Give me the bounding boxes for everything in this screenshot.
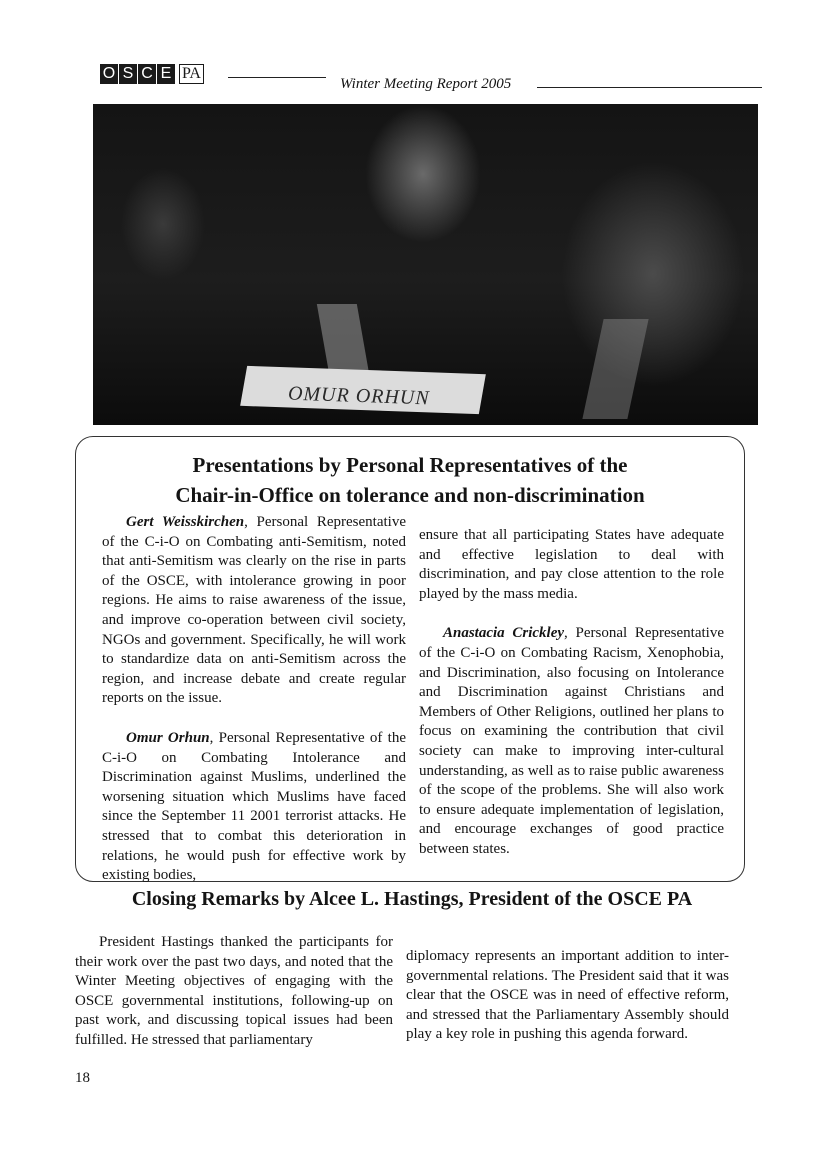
photo-figure-left [317, 304, 369, 374]
header-rule-right [537, 87, 762, 88]
logo-letter: S [119, 64, 137, 84]
logo-letter: C [138, 64, 156, 84]
closing-column-right [406, 947, 729, 1045]
logo-letter: E [157, 64, 175, 84]
header-rule-left [228, 77, 326, 78]
photo-figure-right [582, 319, 648, 419]
paragraph-text: , Personal Representative of the C-i-O on Combating Intolerance and Discrimination against Muslims, underlined the worsening situation which Muslims have faced since the September 11 2001 terrorist attacks. He stressed that to combat this deterioration in relations, he would push for effective work by existing bodies, [102, 729, 406, 884]
speaker-name: Omur Orhun [126, 729, 210, 746]
logo-pa: PA [179, 64, 204, 84]
nameplate-text: OMUR ORHUN [287, 382, 431, 410]
osce-pa-logo [100, 62, 204, 86]
closing-text-right: diplomacy represents an important addition to inter-governmental relations. The President said that it was clear that the OSCE was in need of effective reform, and stressed that the Parliamentary Assembly should play a key role in pushing this agenda forward. [406, 948, 729, 1043]
speaker-name: Anastacia Crickley [443, 625, 565, 642]
paragraph-orhun-continued: ensure that all participating States have adequate and effective legislation to deal with discrimination, and pay close attention to the role played by the mass media. [419, 527, 724, 602]
meeting-photo [93, 104, 758, 425]
logo-letter: O [100, 64, 118, 84]
closing-title: Closing Remarks by Alcee L. Hastings, President of the OSCE PA [131, 888, 693, 910]
paragraph-text: , Personal Representative of the C-i-O on Combating Racism, Xenophobia, and Discrimination, also focusing on Intolerance and Discrimination against Christians and Members of Other Religions, outlined her plans to focus on examining the contribution that civil society can make to improving inter-cultural understanding, as well as to raise public awareness of the scope of the problems. She will also work to ensure adequate implementation of legislation, and encourage exchanges of good practice between states. [419, 625, 724, 857]
page-number: 18 [75, 1070, 90, 1086]
presentations-column-right [419, 526, 724, 860]
header-title: Winter Meeting Report 2005 [340, 76, 512, 92]
speaker-name: Gert Weisskirchen [126, 514, 245, 530]
presentations-title [90, 450, 730, 510]
paragraph-text: , Personal Representative of the C-i-O on Combating anti-Semitism, noted that anti-Semitism was clearly on the rise in parts of the OSCE, with intolerance growing in poor regions. He aims to raise awareness of the issue, and improve co-operation between civil society, NGOs and government. Specifically, he will work to standardize data on anti-Semitism across the region, and increase debate and create regular reports on the issue. [102, 514, 406, 707]
paragraph-crickley [419, 624, 724, 859]
closing-column-left [75, 933, 393, 1051]
page-header [100, 62, 762, 92]
closing-text-left: President Hastings thanked the participants for their work over the past two days, and noted that the Winter Meeting objectives of engaging with the OSCE governmental institutions, following-up on past work, and discussing topical issues had been fulfilled. He stressed that parliamentary [75, 934, 393, 1048]
presentations-title-line2: Chair-in-Office on tolerance and non-discrimination [175, 483, 645, 507]
presentations-column-left [102, 513, 406, 886]
paragraph-orhun [102, 729, 406, 886]
paragraph-weisskirchen [102, 513, 406, 709]
presentations-title-line1: Presentations by Personal Representatives of the [192, 453, 628, 477]
